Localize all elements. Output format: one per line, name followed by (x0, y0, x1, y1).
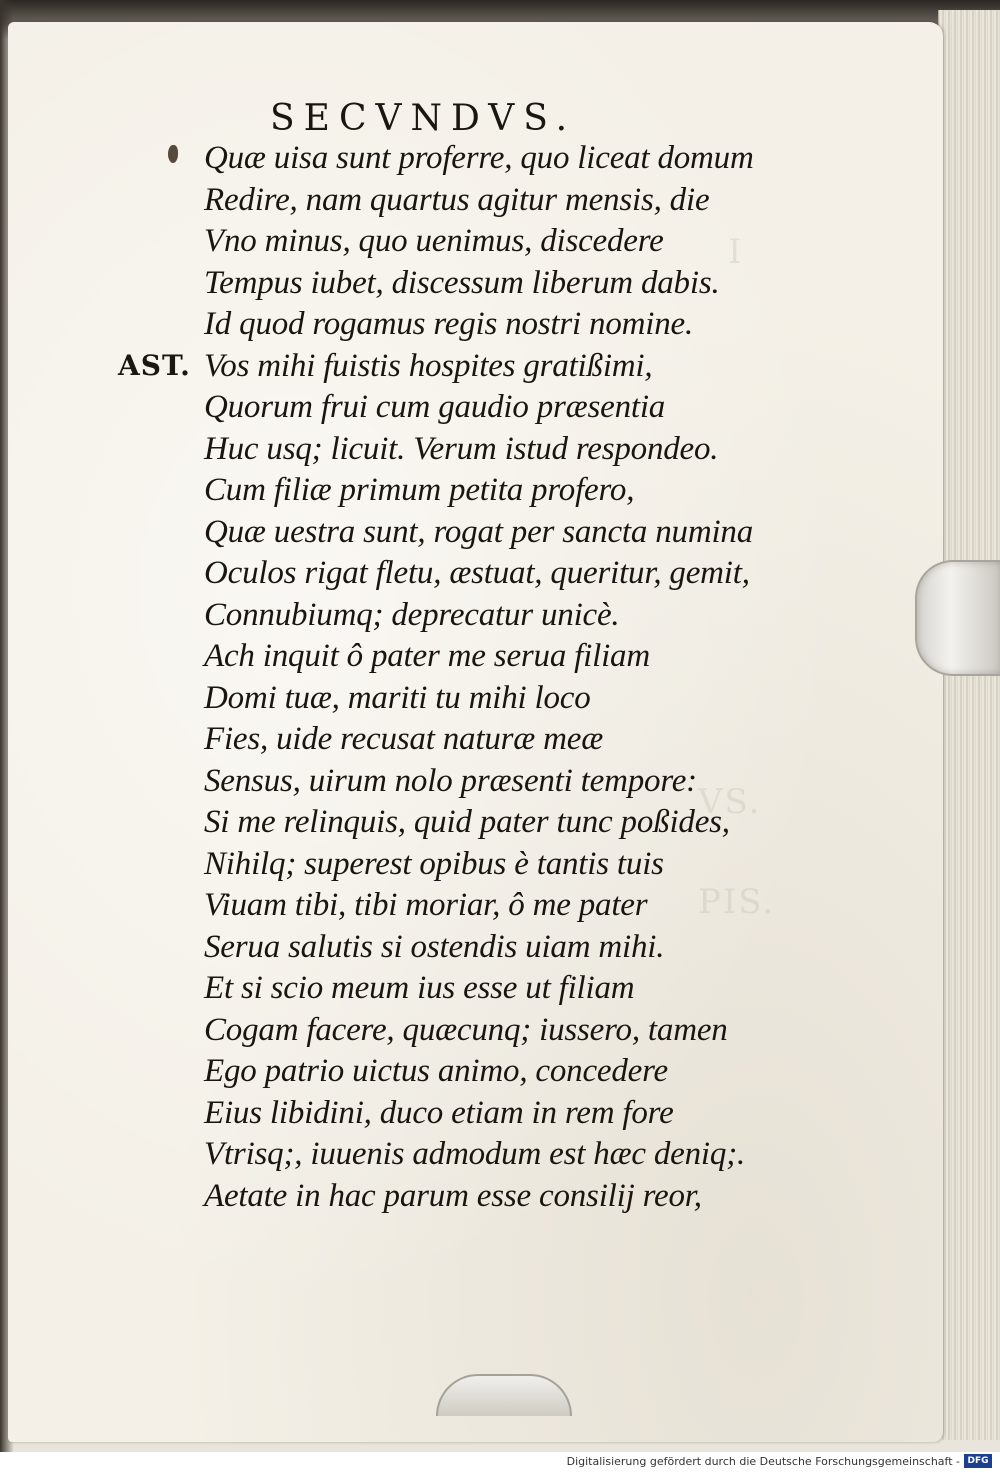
verse-line: Domi tuæ, mariti tu mihi loco (204, 679, 591, 716)
verse-line: Connubiumq; deprecatur unicè. (204, 596, 620, 633)
dfg-logo: DFG (964, 1454, 992, 1468)
verse-line: Serua salutis si ostendis uiam mihi. (204, 928, 665, 965)
verse-line: Fies, uide recusat naturæ meæ (204, 721, 604, 757)
verse-line: Id quod rogamus regis nostri nomine. (204, 306, 694, 342)
verse-line: Vtrisq;, iuuenis admodum est hæc deniq;. (204, 1136, 746, 1172)
verse-line: Aetate in hac parum esse consilij reor, (204, 1177, 702, 1214)
ink-mark (168, 145, 178, 163)
verse-line: Nihilq; superest opibus è tantis tuis (204, 845, 664, 882)
verse-line: Quorum frui cum gaudio præsentia (204, 389, 666, 425)
verse-line: Quæ uisa sunt proferre, quo liceat domum (204, 140, 754, 176)
verse-line: Cogam facere, quæcunq; iussero, tamen (204, 1011, 728, 1048)
verse-line: Si me relinquis, quid pater tunc poßides, (204, 804, 730, 840)
verse-line: Eius libidini, duco etiam in rem fore (204, 1094, 674, 1131)
show-through-text: PIS. (698, 882, 776, 922)
verse-line: Quæ uestra sunt, rogat per sancta numina (204, 513, 754, 550)
show-through-text: VS. (698, 782, 762, 822)
verse-line: Et si scio meum ius esse ut filiam (204, 970, 635, 1006)
verse-line: Sensus, uirum nolo præsenti tempore: (204, 762, 697, 799)
verse-line: Cum filiæ primum petita profero, (204, 472, 635, 508)
footer-credit: Digitalisierung gefördert durch die Deutsche Forschungsgemeinschaft - (566, 1455, 960, 1468)
verse-line: Redire, nam quartus agitur mensis, die (204, 181, 710, 218)
page-stack-edge (938, 10, 1000, 1440)
verse-line: Vno minus, quo uenimus, discedere (204, 223, 664, 259)
page-clip-bottom (436, 1374, 572, 1416)
verse-block (204, 138, 754, 1217)
show-through-text: I (728, 232, 744, 272)
verse-line: Vos mihi fuistis hospites gratißimi, (204, 347, 653, 384)
speaker-label: AST. (118, 349, 191, 382)
page-clip-right (915, 560, 1000, 676)
verse-line: Huc usq; licuit. Verum istud respondeo. (204, 430, 719, 467)
verse-line: Oculos rigat fletu, æstuat, queritur, gemit, (204, 555, 750, 591)
verse-line: Ego patrio uictus animo, concedere (204, 1053, 668, 1089)
verse-line: Tempus iubet, discessum liberum dabis. (204, 264, 720, 301)
running-head: SECVNDVS. (270, 98, 577, 139)
verse-line: Ach inquit ô pater me serua filiam (204, 638, 650, 674)
verse-line: Viuam tibi, tibi moriar, ô me pater (204, 887, 648, 923)
